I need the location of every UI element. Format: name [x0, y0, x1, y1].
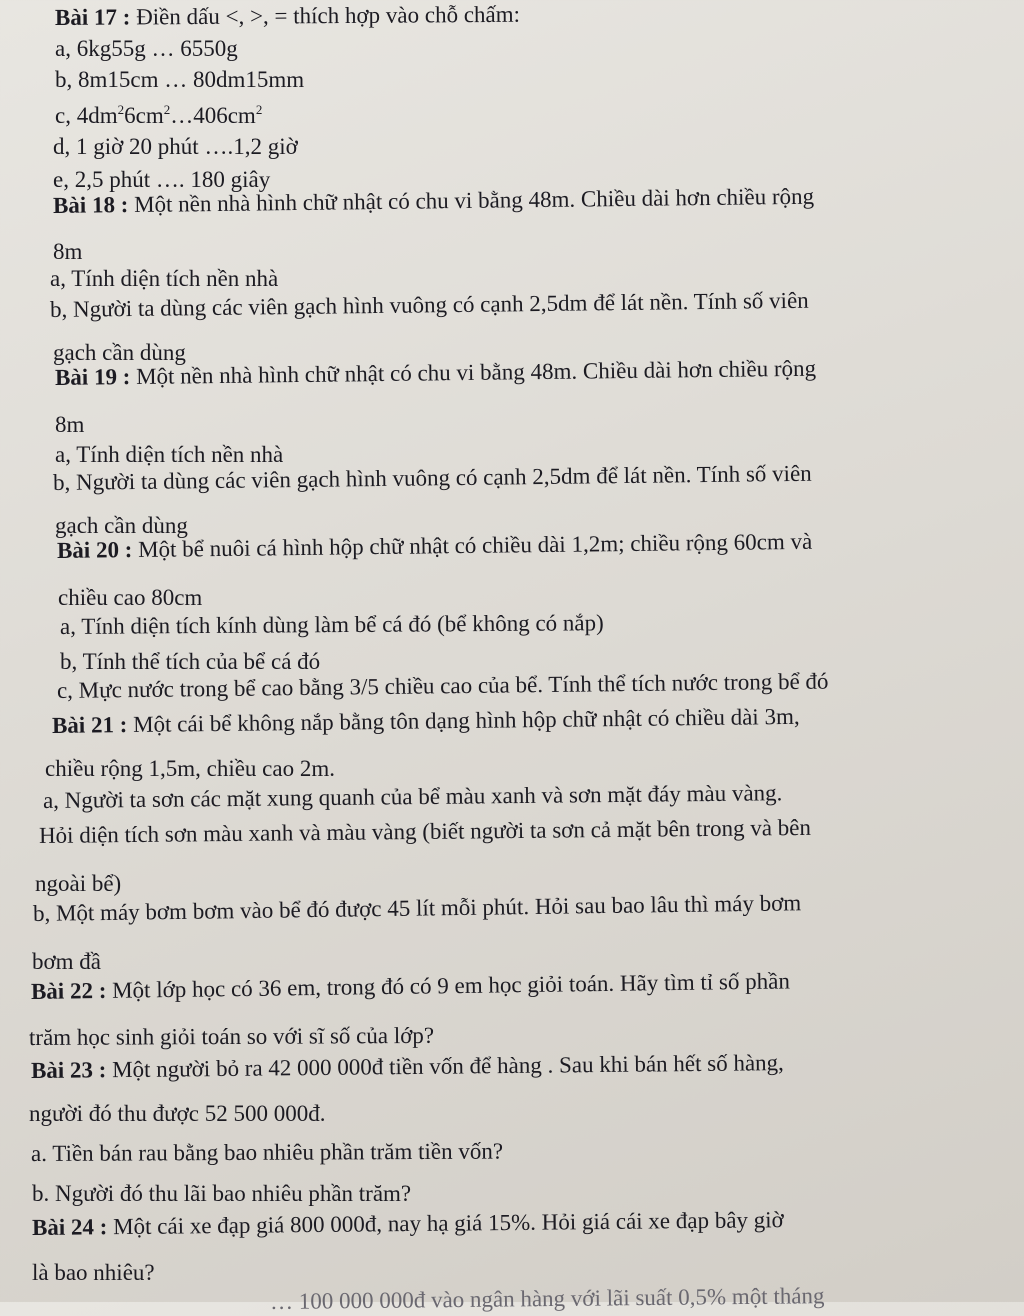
exercise-23-text-2: người đó thu được 52 500 000đ. [29, 1101, 326, 1126]
cutoff-line: … 100 000 000đ vào ngân hàng với lãi suất 0,5% một tháng [269, 1283, 825, 1314]
exercise-20-label: Bài 20 : [56, 537, 133, 563]
exercise-17-c-suffix: …406cm [170, 103, 256, 128]
exercise-17-label: Bài 17 : [54, 4, 131, 30]
exercise-24-heading [32, 1206, 784, 1242]
exercise-21-text-1: Một cái bể không nắp bằng tôn dạng hình hộp chữ nhật có chiều dài 3m, [127, 703, 800, 738]
exercise-17-c-exponent-2: 2 [163, 102, 171, 117]
exercise-23-a: a. Tiền bán rau bằng bao nhiêu phần trăm tiền vốn? [30, 1138, 504, 1166]
exercise-17-c-exponent-3: 2 [255, 102, 263, 117]
exercise-17-c [55, 102, 262, 130]
exercise-17-c-prefix: c, 4dm [55, 103, 118, 128]
exercise-21-a-line-2: Hỏi diện tích sơn màu xanh và màu vàng (biết người ta sơn cả mặt bên trong và bên [38, 814, 812, 848]
exercise-22-text-1: Một lớp học có 36 em, trong đó có 9 em học giỏi toán. Hãy tìm tỉ số phần [106, 968, 791, 1003]
exercise-19-b-line-2: gạch cần dùng [55, 513, 188, 538]
exercise-19-a: a, Tính diện tích nền nhà [55, 442, 284, 467]
exercise-17-text: Điền dấu <, >, = thích hợp vào chỗ chấm: [130, 1, 521, 30]
exercise-18-a: a, Tính diện tích nền nhà [50, 266, 279, 291]
exercise-23-label: Bài 23 : [30, 1057, 107, 1083]
exercise-20-c: c, Mực nước trong bể cao bằng 3/5 chiều cao của bể. Tính thể tích nước trong bể đó [56, 668, 829, 703]
exercise-18-text-1: Một nền nhà hình chữ nhật có chu vi bằng 48m. Chiều dài hơn chiều rộng [128, 183, 815, 218]
exercise-22-heading [31, 967, 790, 1006]
exercise-21-text-2: chiều rộng 1,5m, chiều cao 2m. [45, 756, 335, 781]
exercise-20-b: b, Tính thể tích của bể cá đó [60, 649, 321, 674]
exercise-17-a: a, 6kg55g … 6550g [55, 36, 238, 61]
exercise-21-b-line-1: b, Một máy bơm bơm vào bể đó được 45 lít mỗi phút. Hỏi sau bao lâu thì máy bơm [32, 890, 802, 926]
exercise-20-text-2: chiều cao 80cm [58, 585, 203, 610]
exercise-19-label: Bài 19 : [54, 364, 131, 390]
exercise-24-text-1: Một cái xe đạp giá 800 000đ, nay hạ giá 15%. Hỏi giá cái xe đạp bây giờ [107, 1207, 784, 1240]
exercise-19-text-1: Một nền nhà hình chữ nhật có chu vi bằng 48m. Chiều dài hơn chiều rộng [130, 355, 817, 390]
exercise-17-heading [55, 1, 520, 32]
exercise-17-b: b, 8m15cm … 80dm15mm [55, 67, 305, 92]
exercise-24-label: Bài 24 : [31, 1214, 108, 1240]
exercise-23-text-1: Một người bỏ ra 42 000 000đ tiền vốn để hàng . Sau khi bán hết số hàng, [106, 1050, 784, 1083]
exercise-18-b-line-2: gạch cần dùng [53, 340, 186, 365]
exercise-24-text-2: là bao nhiêu? [32, 1260, 155, 1285]
exercise-20-text-1: Một bể nuôi cá hình hộp chữ nhật có chiều dài 1,2m; chiều rộng 60cm và [132, 528, 813, 563]
exercise-18-text-2: 8m [53, 239, 83, 264]
exercise-21-label: Bài 21 : [51, 712, 128, 738]
exercise-17-d: d, 1 giờ 20 phút ….1,2 giờ [53, 134, 298, 159]
exercise-23-heading [31, 1049, 784, 1085]
exercise-17-c-mid: 6cm [124, 103, 164, 128]
exercise-22-label: Bài 22 : [30, 977, 107, 1004]
exercise-19-text-2: 8m [55, 412, 85, 437]
exercise-22-text-2: trăm học sinh giỏi toán so với sĩ số của lớp? [28, 1022, 435, 1050]
exercise-18-label: Bài 18 : [52, 192, 129, 218]
exercise-23-b: b. Người đó thu lãi bao nhiêu phần trăm? [32, 1181, 412, 1206]
exercise-21-heading [52, 703, 800, 740]
exercise-21-b-line-2: bơm đầ [32, 949, 102, 974]
exercise-19-b-line-1: b, Người ta dùng các viên gạch hình vuông có cạnh 2,5dm để lát nền. Tính số viên [52, 460, 812, 495]
exercise-20-a: a, Tính diện tích kính dùng làm bể cá đó (bể không có nắp) [59, 610, 604, 639]
exercise-17-e: e, 2,5 phút …. 180 giây [53, 167, 271, 192]
exercise-18-b-line-1: b, Người ta dùng các viên gạch hình vuông có cạnh 2,5dm để lát nền. Tính số viên [49, 287, 809, 322]
exercise-21-a-line-1: a, Người ta sơn các mặt xung quanh của bể màu xanh và sơn mặt đáy màu vàng. [42, 780, 783, 813]
exercise-21-a-line-3: ngoài bể) [35, 871, 122, 896]
exercise-17-c-exponent-1: 2 [117, 102, 125, 117]
